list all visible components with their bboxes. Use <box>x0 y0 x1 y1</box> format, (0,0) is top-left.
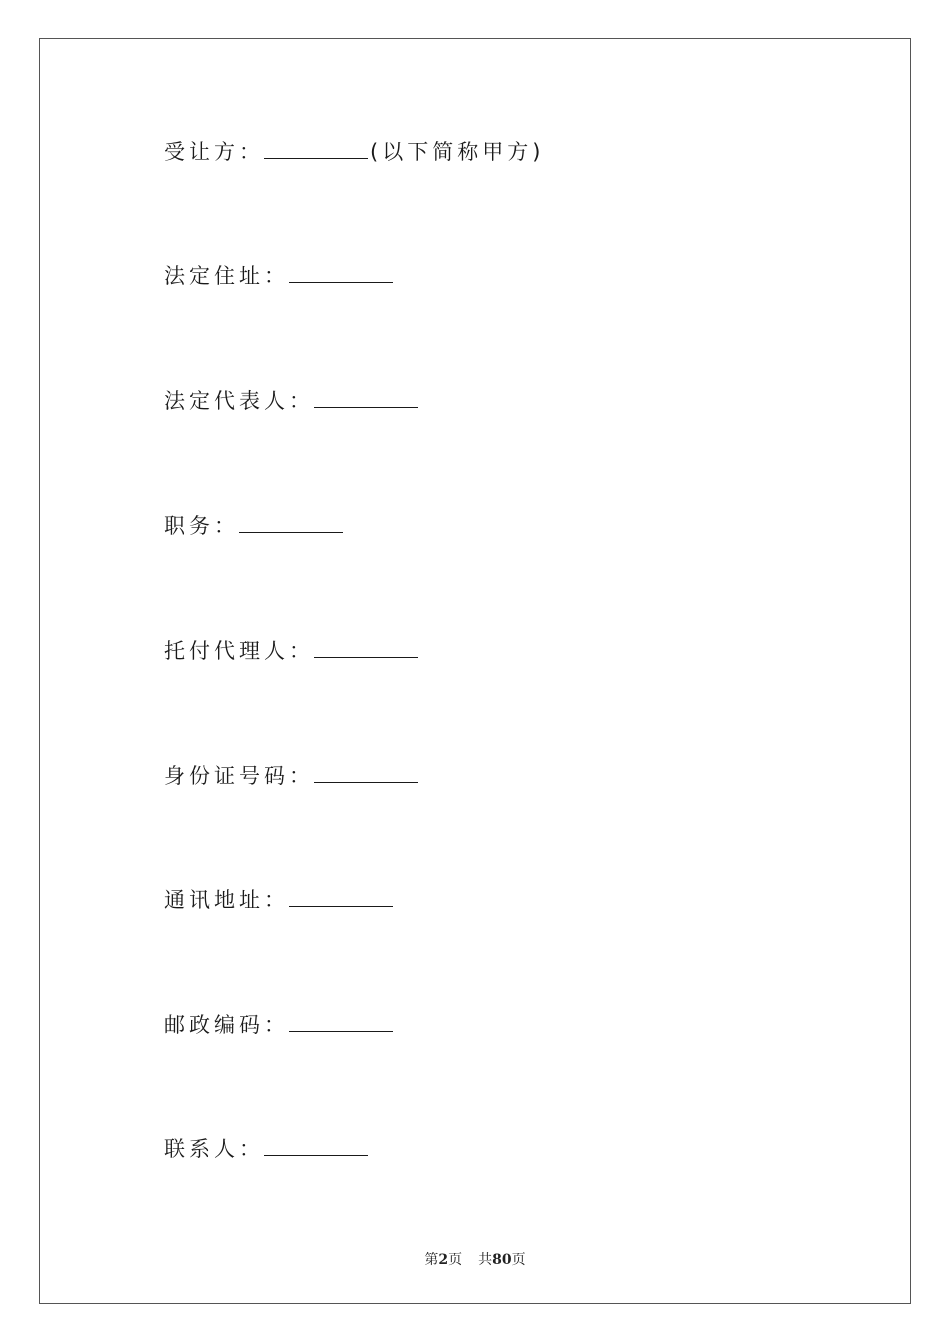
field-label: 法定住址： <box>164 264 289 288</box>
field-position <box>164 514 345 537</box>
fill-blank[interactable] <box>264 1137 368 1156</box>
field-label: 身份证号码： <box>164 764 314 788</box>
fill-blank[interactable] <box>264 140 368 159</box>
field-label: 邮政编码： <box>164 1013 289 1037</box>
field-label: 职务： <box>164 514 239 538</box>
field-agent <box>164 639 420 662</box>
page-border <box>39 38 911 1304</box>
field-label: 法定代表人： <box>164 389 314 413</box>
fill-blank[interactable] <box>314 389 418 408</box>
field-assignee <box>164 140 544 163</box>
fill-blank[interactable] <box>289 888 393 907</box>
field-mailing-address <box>164 888 395 911</box>
field-postal-code <box>164 1013 395 1036</box>
field-suffix: (以下简称甲方) <box>370 140 545 164</box>
field-label: 托付代理人： <box>164 639 314 663</box>
fill-blank[interactable] <box>314 764 418 783</box>
field-label: 联系人： <box>164 1137 264 1161</box>
footer-total-prefix: 共 <box>478 1252 493 1268</box>
fill-blank[interactable] <box>289 264 393 283</box>
field-contact <box>164 1137 370 1160</box>
field-label: 受让方： <box>164 140 264 164</box>
footer-page-unit: 页 <box>448 1252 463 1268</box>
field-id-number <box>164 764 420 787</box>
total-page-count: 80 <box>492 1252 512 1268</box>
field-legal-address <box>164 264 395 287</box>
footer-total-unit: 页 <box>511 1252 526 1268</box>
current-page-number: 2 <box>438 1252 449 1268</box>
field-label: 通讯地址： <box>164 888 289 912</box>
page-footer <box>0 1249 950 1269</box>
footer-prefix: 第 <box>424 1252 439 1268</box>
fill-blank[interactable] <box>314 639 418 658</box>
fill-blank[interactable] <box>239 514 343 533</box>
fill-blank[interactable] <box>289 1013 393 1032</box>
field-legal-representative <box>164 389 420 412</box>
